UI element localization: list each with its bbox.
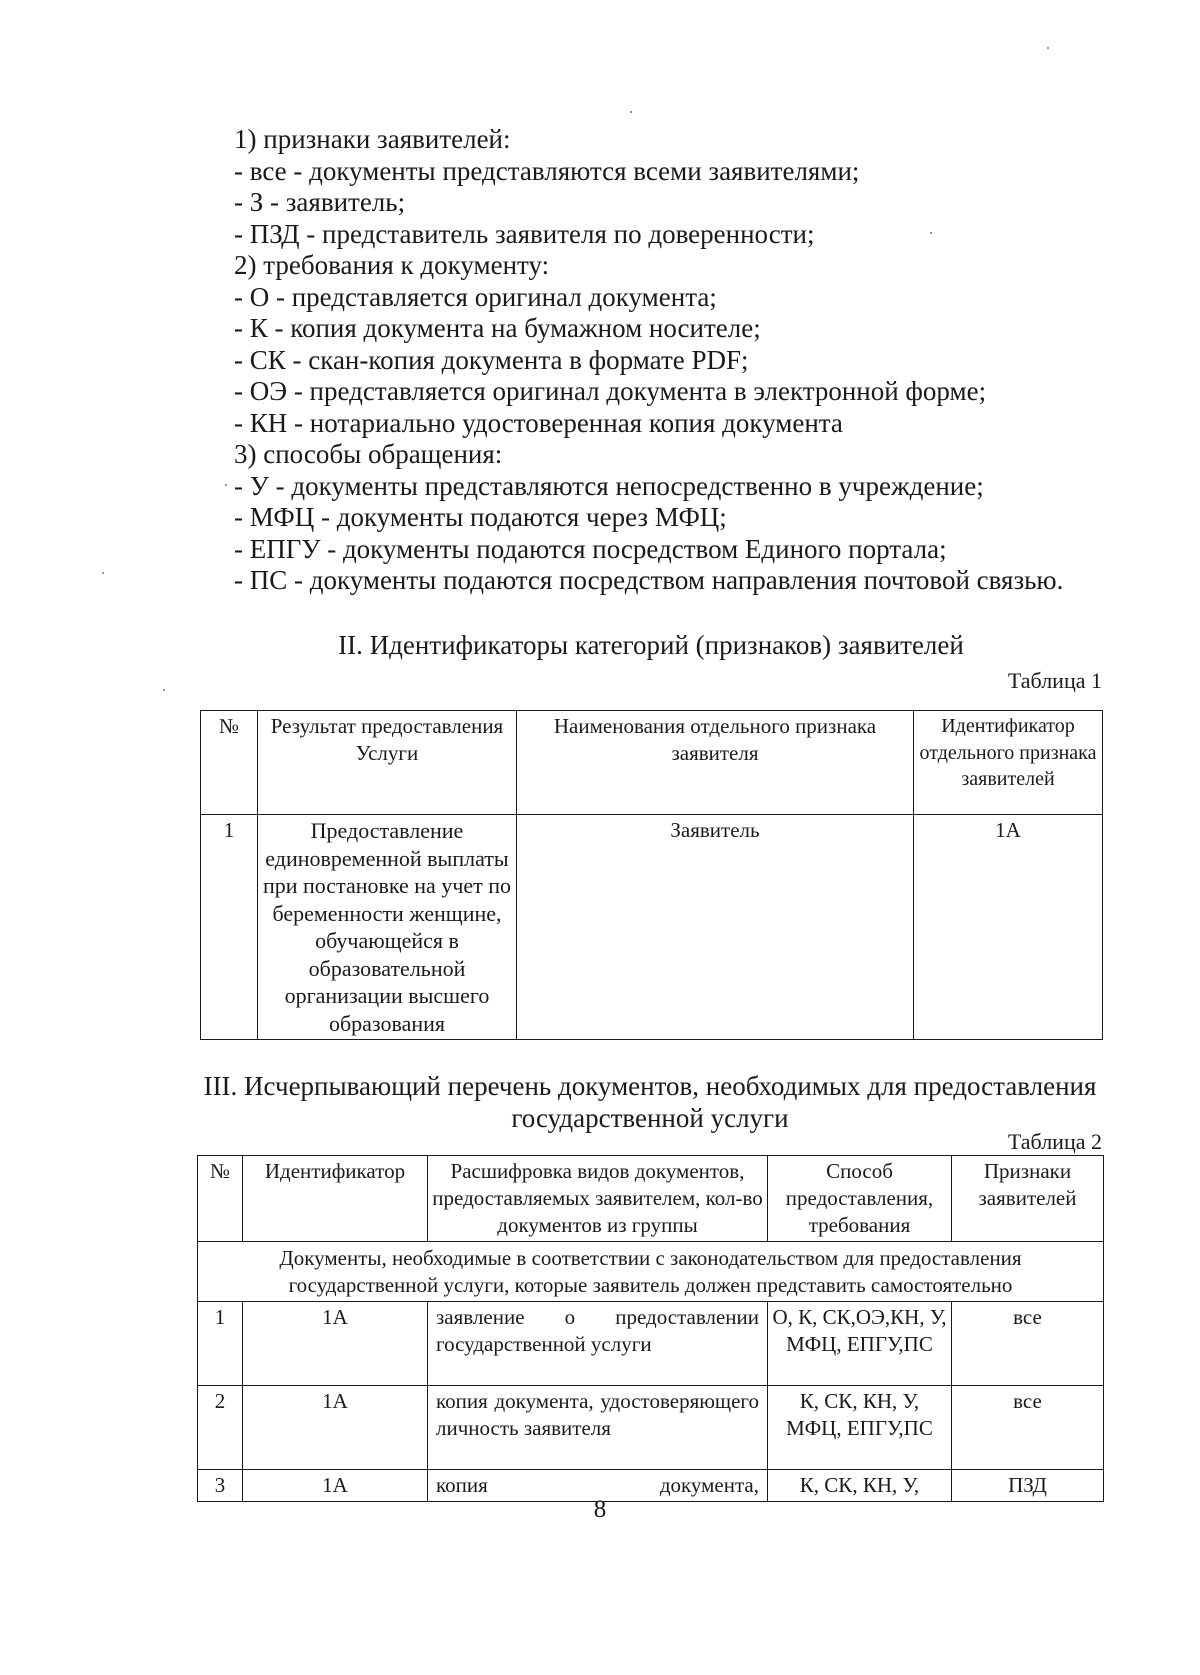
legend-line: - все - документы представляются всеми заявителями; [234,155,860,186]
cell-desc: копия документа, [428,1470,768,1502]
cell-id: 1А [243,1386,428,1470]
table-row [198,1302,1104,1386]
cell-method: О, К, СК,ОЭ,КН, У, МФЦ, ЕПГУ,ПС [768,1302,952,1386]
scan-speck [630,111,632,113]
header-id: Идентификатор [243,1156,428,1242]
cell-num: 2 [198,1386,243,1470]
cell-id: 1А [243,1470,428,1502]
cell-id: 1А [243,1302,428,1386]
scan-speck [102,572,104,574]
table-header-row [198,1156,1104,1242]
cell-signs: ПЗД [952,1470,1104,1502]
section-3-heading-line1: III. Исчерпывающий перечень документов, необходимых для предоставления [203,1071,1097,1101]
cell-name: Заявитель [517,815,914,1040]
header-signs: Признаки заявителей [952,1156,1104,1242]
table-2-caption: Таблица 2 [1007,1129,1102,1154]
table-header-row [201,711,1103,815]
group-row [198,1242,1104,1302]
legend-line: - ОЭ - представляется оригинал документа в электронной форме; [234,376,987,406]
legend-line: - МФЦ - документы подаются через МФЦ; [234,502,727,532]
legend-line: - СК - скан-копия документа в формате PDF; [234,344,749,375]
group-title: Документы, необходимые в соответствии с законодательством для предоставления государственной услуги, которые заявитель должен представить самостоятельно [198,1242,1104,1302]
legend-line: - ПС - документы подаются посредством направления почтовой связью. [234,565,1064,595]
header-num: № [198,1156,243,1242]
cell-result: Предоставление единовременной выплаты при постановке на учет по беременности женщине, обучающейся в образовательной организации высшего образования [258,815,517,1040]
legend-line: - КН - нотариально удостоверенная копия документа [234,407,843,438]
legend-line: - К - копия документа на бумажном носителе; [234,313,761,343]
legend-line: 2) требования к документу: [234,250,550,280]
legend-line: - З - заявитель; [234,187,406,217]
table-2 [197,1155,1104,1502]
section-3-heading-line2: государственной услуги [511,1103,789,1133]
header-result: Результат предоставления Услуги [258,711,517,815]
cell-num: 1 [201,815,258,1040]
page-number: 8 [593,1496,607,1523]
table-1-caption: Таблица 1 [1007,668,1102,693]
header-id: Идентификатор отдельного признака заявителей [914,711,1103,815]
cell-desc: копия документа, удостоверяющего личность заявителя [428,1386,768,1470]
header-num: № [201,711,258,815]
cell-num: 1 [198,1302,243,1386]
cell-method: К, СК, КН, У, МФЦ, ЕПГУ,ПС [768,1386,952,1470]
header-name: Наименования отдельного признака заявителя [517,711,914,815]
cell-id: 1А [914,815,1103,1040]
legend-line: - ПЗД - представитель заявителя по доверенности; [234,218,815,249]
section-2-heading: II. Идентификаторы категорий (признаков) заявителей [338,630,964,660]
legend-line: 3) способы обращения: [234,439,503,469]
header-method: Способ предоставления, требования [768,1156,952,1242]
cell-num: 3 [198,1470,243,1502]
table-row [201,815,1103,1040]
cell-desc: заявление о предоставлении государственной услуги [428,1302,768,1386]
scan-speck [1047,47,1049,49]
scan-speck [225,484,227,486]
cell-method: К, СК, КН, У, [768,1470,952,1502]
legend-line: - О - представляется оригинал документа; [234,281,717,312]
section-3-heading [190,1070,1110,1134]
table-1 [200,710,1103,1040]
cell-signs: все [952,1302,1104,1386]
table-row [198,1386,1104,1470]
header-desc: Расшифровка видов документов, предоставляемых заявителем, кол-во документов из группы [428,1156,768,1242]
legend-line: - У - документы представляются непосредственно в учреждение; [234,470,984,501]
legend-line: - ЕПГУ - документы подаются посредством Единого портала; [234,533,947,564]
scan-speck [163,689,165,691]
legend-list [234,124,1134,597]
cell-signs: все [952,1386,1104,1470]
legend-line: 1) признаки заявителей: [234,124,511,154]
